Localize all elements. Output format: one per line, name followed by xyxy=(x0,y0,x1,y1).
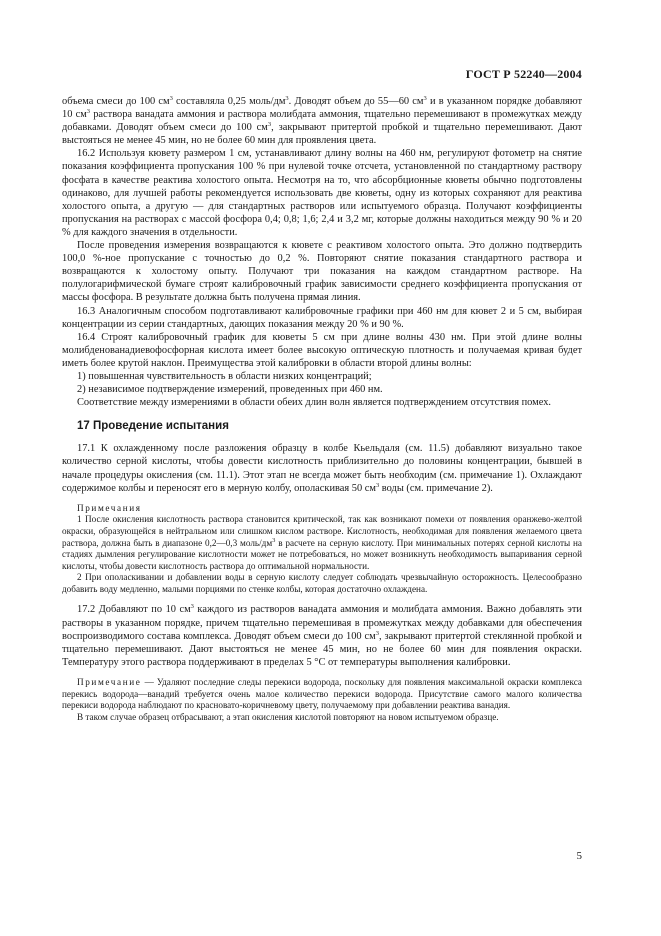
paragraph-measurement: После проведения измерения возвращаются к кювете с реактивом холостого опыта. Это должно подтвердить 100,0 %-ное пропускание с точностью до 0,2 %. Повторяют снятие показания стандартного раствора и возвращаются к холостому опыту. Получают три показания на каждом стандартном растворе. На полулогарифмической бумаге строят калибровочный график зависимости среднего коэффициента пропускания от массы фосфора. В результате должна быть получена прямая линия. xyxy=(62,240,582,304)
page-number: 5 xyxy=(576,850,582,862)
list-item: 1) повышенная чувствительность в области низких концентраций; xyxy=(77,370,372,382)
paragraph-volume: объема смеси до 100 $см^3$ составляла 0,25 моль/$дм^3$. Доводят объем до 55—60 $см^3$ и в указанном порядке добавляют 10 $см^3$ раствора ванадата аммония и раствора молибдата аммония, тщательно перемешивают в промежутках между добавками. Доводят объем смеси до 100 $см^3$, закрывают притертой пробкой и тщательно перемешивают. Дают выстояться не менее 45 мин, но не более 60 мин для проявления цвета. xyxy=(62,95,582,147)
list-item: 2) независимое подтверждение измерений, проведенных при 460 нм. xyxy=(77,384,383,396)
paragraph-16-3: 16.3 Аналогичным способом подготавливают калибровочные графики при 460 нм для кювет 2 и 5 см, выбирая концентрации из серии стандартных, дающих показания между 20 % и 90 %. xyxy=(62,305,582,330)
paragraph-17-2: 17.2 Добавляют по 10 $см^3$ каждого из растворов ванадата аммония и молибдата аммония. Важно добавлять эти растворы в указанном порядке, причем тщательно перемешивая в промежутках между добавками для обеспечения воспроизводимого состава комплекса. Доводят объем смеси до 100 $см^3$, закрывают притертой стеклянной пробкой и тщательно перемешивают. Дают выстояться не менее 45 мин, но не более 60 мин для появления окраски. Температуру этого раствора поддерживают в пределах 5 °С от температуры выполнения калибровки. xyxy=(62,603,582,668)
paragraph-16-4: 16.4 Строят калибровочный график для кюветы 5 см при длине волны 430 нм. При этой длине волны молибденованадиевофосфорная кислота имеет более высокую оптическую плотность и получаемая кривая будет иметь более крутой наклон. Преимущества этой калибровки в области второй длины волны: xyxy=(62,331,582,369)
note-2: 2 При ополаскивании и добавлении воды в серную кислоту следует соблюдать чрезвычайную осторожность. Целесообразно добавить воду медленно, малыми порциями по стенке колбы, которая достаточно охлаждена. xyxy=(62,572,582,594)
note-3: Примечание — Удаляют последние следы перекиси водорода, поскольку для появления максимальной окраски комплекса перекись водорода—ванадий требуется очень малое количество перекиси водорода. Присутствие самого малого количества перекиси водорода наблюдают по красновато-коричневому цвету, получаемому при добавлении реактива ванадия. xyxy=(62,676,582,711)
paragraph-17-1: 17.1 К охлажденному после разложения образцу в колбе Кьельдаля (см. 11.5) добавляют визуально такое количество серной кислоты, чтобы довести кислотность приблизительно до половины концентрации, бывшей в начале процедуры окисления (см. 11.1). Этот этап не всегда может быть необходим (см. примечание 1). Охлаждают содержимое колбы и переносят его в мерную колбу, ополаскивая 50 $см^3$ воды (см. примечание 2). xyxy=(62,443,582,494)
page-content xyxy=(62,95,582,723)
paragraph-conclusion: Соответствие между измерениями в области обеих длин волн является подтверждением отсутствия помех. xyxy=(77,397,552,409)
standard-header: ГОСТ Р 52240—2004 xyxy=(465,67,582,81)
paragraph-16-2: 16.2 Используя кювету размером 1 см, устанавливают длину волны на 460 нм, регулируют фотометр на снятие показания коэффициента пропускания 100 % при нулевой точке отсчета, установленной по стандартному раствору фосфата в качестве реактива холостого опыта. Несмотря на то, что абсорбционные кюветы обычно подготовлены одинаково, для лучшей работы рекомендуется использовать две кюветы, одну из которых сохраняют для реактива холостого опыта, а другую — для стандартных растворов или испытуемого образца. Получают коэффициенты пропускания на растворах с массой фосфора 0,4; 0,8; 1,6; 2,4 и 3,2 мг, которые должны находиться между 90 % и 20 % для каждого значения в отдельности. xyxy=(62,148,582,238)
note-1: 1 После окисления кислотность раствора становится критической, так как возникают помехи от появления оранжево-желтой окраски, образующейся в нейтральном или слишком кислом растворе. Кислотность, необходимая для появления желаемого цвета раствора, должна быть в диапазоне 0,2—0,3 моль/$дм^3$ в расчете на серную кислоту. При минимальных потерях серной кислоты на стадиях дымления регулирование кислотности может не потребоваться, но может возникнуть необходимость выпаривания серной кислоты, чтобы довести кислотность раствора до оптимальной нормальности. xyxy=(62,514,583,571)
notes-heading: Примечания xyxy=(77,502,142,513)
section-heading: 17 Проведение испытания xyxy=(77,420,229,433)
note-3-continuation: В таком случае образец отбрасывают, а этап окисления кислотой повторяют на новом испытуемом образце. xyxy=(77,711,499,722)
